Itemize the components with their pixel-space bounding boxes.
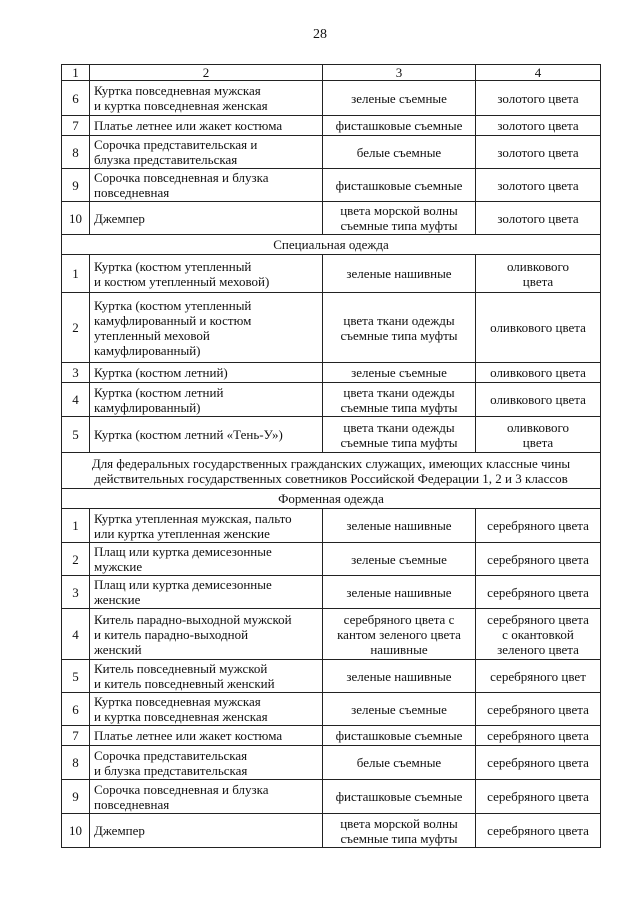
table-row (62, 417, 601, 453)
table-row (62, 509, 601, 543)
row-number: 5 (62, 660, 90, 693)
item-name: Куртка повседневная мужская и куртка повседневная женская (90, 81, 323, 116)
item-name: Сорочка представительская и блузка представительская (90, 136, 323, 169)
insignia-color: оливкового цвета (476, 383, 601, 417)
row-number: 5 (62, 417, 90, 453)
insignia-type: зеленые нашивные (323, 660, 476, 693)
item-name: Куртка (костюм летний «Тень-У») (90, 417, 323, 453)
table-row (62, 255, 601, 293)
table-row (62, 746, 601, 780)
insignia-color: серебряного цвета (476, 509, 601, 543)
item-name: Куртка утепленная мужская, пальто или куртка утепленная женские (90, 509, 323, 543)
item-name: Куртка (костюм утепленный и костюм утепленный меховой) (90, 255, 323, 293)
insignia-color: золотого цвета (476, 202, 601, 235)
page-number: 28 (313, 27, 327, 42)
item-name: Плащ или куртка демисезонные женские (90, 576, 323, 609)
item-name: Платье летнее или жакет костюма (90, 116, 323, 136)
insignia-type: белые съемные (323, 746, 476, 780)
insignia-color: золотого цвета (476, 81, 601, 116)
insignia-type: зеленые нашивные (323, 509, 476, 543)
insignia-type: зеленые съемные (323, 81, 476, 116)
row-number: 6 (62, 81, 90, 116)
row-number: 7 (62, 726, 90, 746)
item-name: Сорочка повседневная и блузка повседневная (90, 169, 323, 202)
header-row (62, 65, 601, 81)
table-row (62, 543, 601, 576)
table-row (62, 169, 601, 202)
item-name: Китель парадно-выходной мужской и китель парадно-выходной женский (90, 609, 323, 660)
insignia-color: золотого цвета (476, 136, 601, 169)
row-number: 1 (62, 255, 90, 293)
insignia-type: фисташковые съемные (323, 726, 476, 746)
table-row (62, 136, 601, 169)
insignia-type: цвета ткани одежды съемные типа муфты (323, 293, 476, 363)
row-number: 9 (62, 169, 90, 202)
insignia-type: белые съемные (323, 136, 476, 169)
insignia-color: оливкового цвета (476, 255, 601, 293)
item-name: Куртка (костюм утепленный камуфлированный и костюм утепленный меховой камуфлированный) (90, 293, 323, 363)
item-name: Плащ или куртка демисезонные мужские (90, 543, 323, 576)
row-number: 4 (62, 383, 90, 417)
table-row (62, 293, 601, 363)
row-number: 10 (62, 814, 90, 848)
section-heading: Специальная одежда (62, 235, 601, 255)
item-name: Джемпер (90, 814, 323, 848)
insignia-color: серебряного цвета (476, 780, 601, 814)
row-number: 9 (62, 780, 90, 814)
insignia-color: серебряного цвета (476, 746, 601, 780)
section-heading-row (62, 235, 601, 255)
table-row (62, 202, 601, 235)
row-number: 10 (62, 202, 90, 235)
row-number: 8 (62, 746, 90, 780)
item-name: Куртка (костюм летний камуфлированный) (90, 383, 323, 417)
uniform-insignia-table (61, 64, 601, 848)
row-number: 7 (62, 116, 90, 136)
insignia-type: фисташковые съемные (323, 780, 476, 814)
header-col-1: 1 (62, 65, 90, 81)
table-row (62, 660, 601, 693)
insignia-type: фисташковые съемные (323, 169, 476, 202)
insignia-color: серебряного цвета (476, 543, 601, 576)
table-row (62, 693, 601, 726)
insignia-color: оливкового цвета (476, 293, 601, 363)
insignia-type: зеленые нашивные (323, 255, 476, 293)
insignia-color: оливкового цвета (476, 363, 601, 383)
item-name: Платье летнее или жакет костюма (90, 726, 323, 746)
insignia-color: серебряного цвета (476, 814, 601, 848)
header-col-4: 4 (476, 65, 601, 81)
table-row (62, 609, 601, 660)
header-col-3: 3 (323, 65, 476, 81)
section-heading-row (62, 489, 601, 509)
insignia-type: зеленые съемные (323, 693, 476, 726)
row-number: 1 (62, 509, 90, 543)
insignia-color: серебряного цвета (476, 726, 601, 746)
insignia-color: золотого цвета (476, 169, 601, 202)
insignia-type: цвета ткани одежды съемные типа муфты (323, 417, 476, 453)
table-row (62, 81, 601, 116)
row-number: 3 (62, 363, 90, 383)
insignia-type: зеленые нашивные (323, 576, 476, 609)
table-row (62, 116, 601, 136)
insignia-color: оливкового цвета (476, 417, 601, 453)
item-name: Куртка (костюм летний) (90, 363, 323, 383)
table-row (62, 576, 601, 609)
category-note-row (62, 453, 601, 489)
item-name: Джемпер (90, 202, 323, 235)
category-note: Для федеральных государственных гражданских служащих, имеющих классные чины действительных государственных советников Российской Федерации 1, 2 и 3 классов (62, 453, 601, 489)
insignia-type: фисташковые съемные (323, 116, 476, 136)
table-row (62, 383, 601, 417)
table-row (62, 780, 601, 814)
insignia-color: золотого цвета (476, 116, 601, 136)
item-name: Китель повседневный мужской и китель повседневный женский (90, 660, 323, 693)
row-number: 2 (62, 293, 90, 363)
insignia-color: серебряного цвета (476, 576, 601, 609)
table-row (62, 814, 601, 848)
insignia-color: серебряного цвета с окантовкой зеленого цвета (476, 609, 601, 660)
row-number: 6 (62, 693, 90, 726)
insignia-color: серебряного цвет (476, 660, 601, 693)
row-number: 4 (62, 609, 90, 660)
table-row (62, 726, 601, 746)
table-row (62, 363, 601, 383)
insignia-color: серебряного цвета (476, 693, 601, 726)
row-number: 3 (62, 576, 90, 609)
item-name: Сорочка представительская и блузка представительская (90, 746, 323, 780)
insignia-type: зеленые съемные (323, 363, 476, 383)
item-name: Куртка повседневная мужская и куртка повседневная женская (90, 693, 323, 726)
section-heading: Форменная одежда (62, 489, 601, 509)
header-col-2: 2 (90, 65, 323, 81)
insignia-type: серебряного цвета с кантом зеленого цвета нашивные (323, 609, 476, 660)
insignia-type: цвета ткани одежды съемные типа муфты (323, 383, 476, 417)
row-number: 8 (62, 136, 90, 169)
insignia-type: зеленые съемные (323, 543, 476, 576)
insignia-type: цвета морской волны съемные типа муфты (323, 202, 476, 235)
insignia-type: цвета морской волны съемные типа муфты (323, 814, 476, 848)
item-name: Сорочка повседневная и блузка повседневная (90, 780, 323, 814)
row-number: 2 (62, 543, 90, 576)
